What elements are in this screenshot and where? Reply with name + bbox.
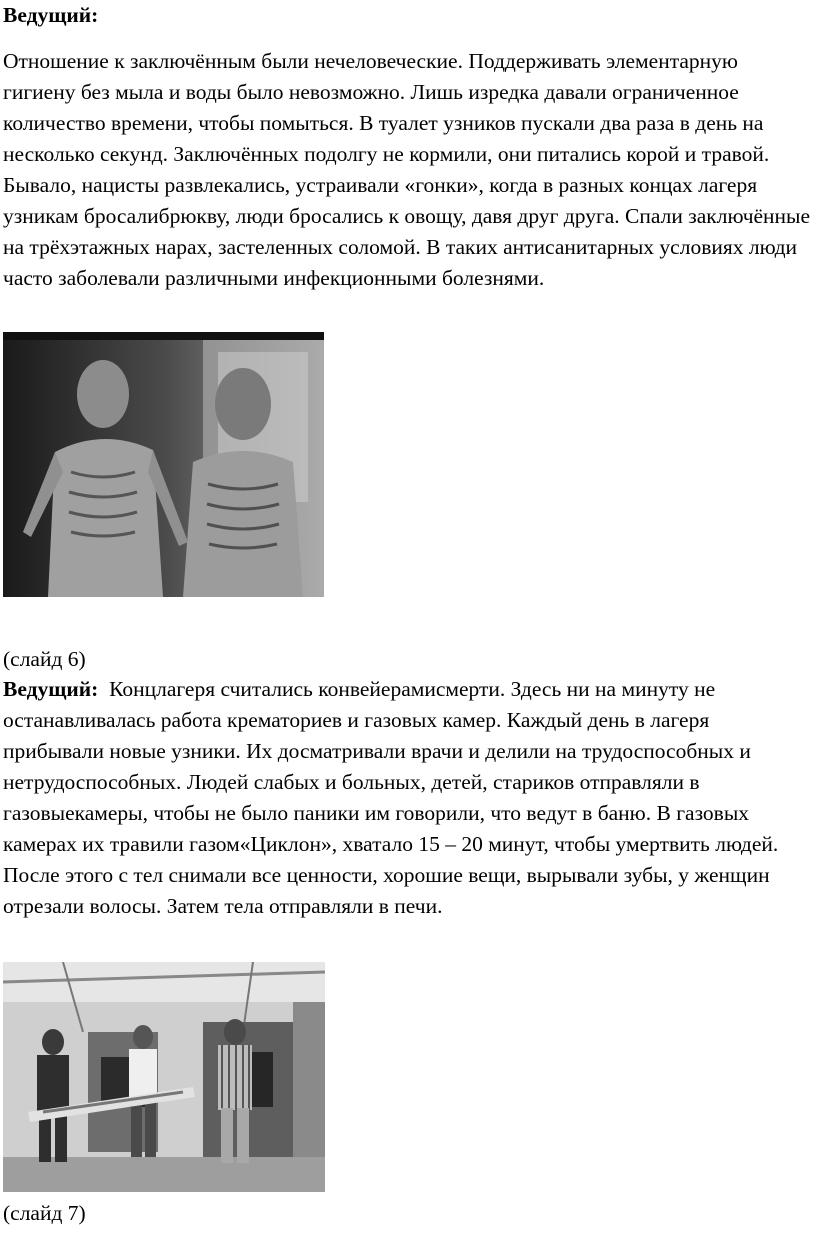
heading-presenter-2: Ведущий: xyxy=(3,677,99,701)
paragraph-death-camps-text: Концлагеря считались конвейерамисмерти. Здесь ни на минуту не останавливалась работа крематориев и газовых камер. Каждый день в лагеря прибывали новые узники. Их досматривали врачи и делили на трудоспособных и нетрудоспособных. Людей слабых и больных, детей, стариков отправляли в газовыекамеры, чтобы не было паники им говорили, что ведут в баню. В газовых камерах их травили газом«Циклон», хватало 15 – 20 минут, чтобы умертвить людей. После этого с тел снимали все ценности, хорошие вещи, вырывали зубы, у женщин отрезали волосы. Затем тела отправляли в печи. xyxy=(3,677,779,918)
paragraph-prisoner-treatment: Отношение к заключённым были нечеловеческие. Поддерживать элементарную гигиену без мыла и воды было невозможно. Лишь изредка давали ограниченное количество времени, чтобы помыться. В туалет узников пускали два раза в день на несколько секунд. Заключённых подолгу не кормили, они питались корой и травой. Бывало, нацисты развлекались, устраивали «гонки», когда в разных концах лагеря узникам бросалибрюкву, люди бросались к овощу, давя друг друга. Спали заключённые на трёхэтажных нарах, застеленных соломой. В таких антисанитарных условиях люди часто заболевали различными инфекционными болезнями. xyxy=(3,49,811,290)
caption-slide-6: (слайд 6) xyxy=(3,647,86,671)
photo-emaciated-prisoners xyxy=(3,332,324,597)
heading-presenter: Ведущий: xyxy=(3,3,99,27)
paragraph-death-camps xyxy=(3,674,815,922)
caption-slide-7: (слайд 7) xyxy=(3,1201,86,1225)
photo-crematorium xyxy=(3,962,325,1192)
